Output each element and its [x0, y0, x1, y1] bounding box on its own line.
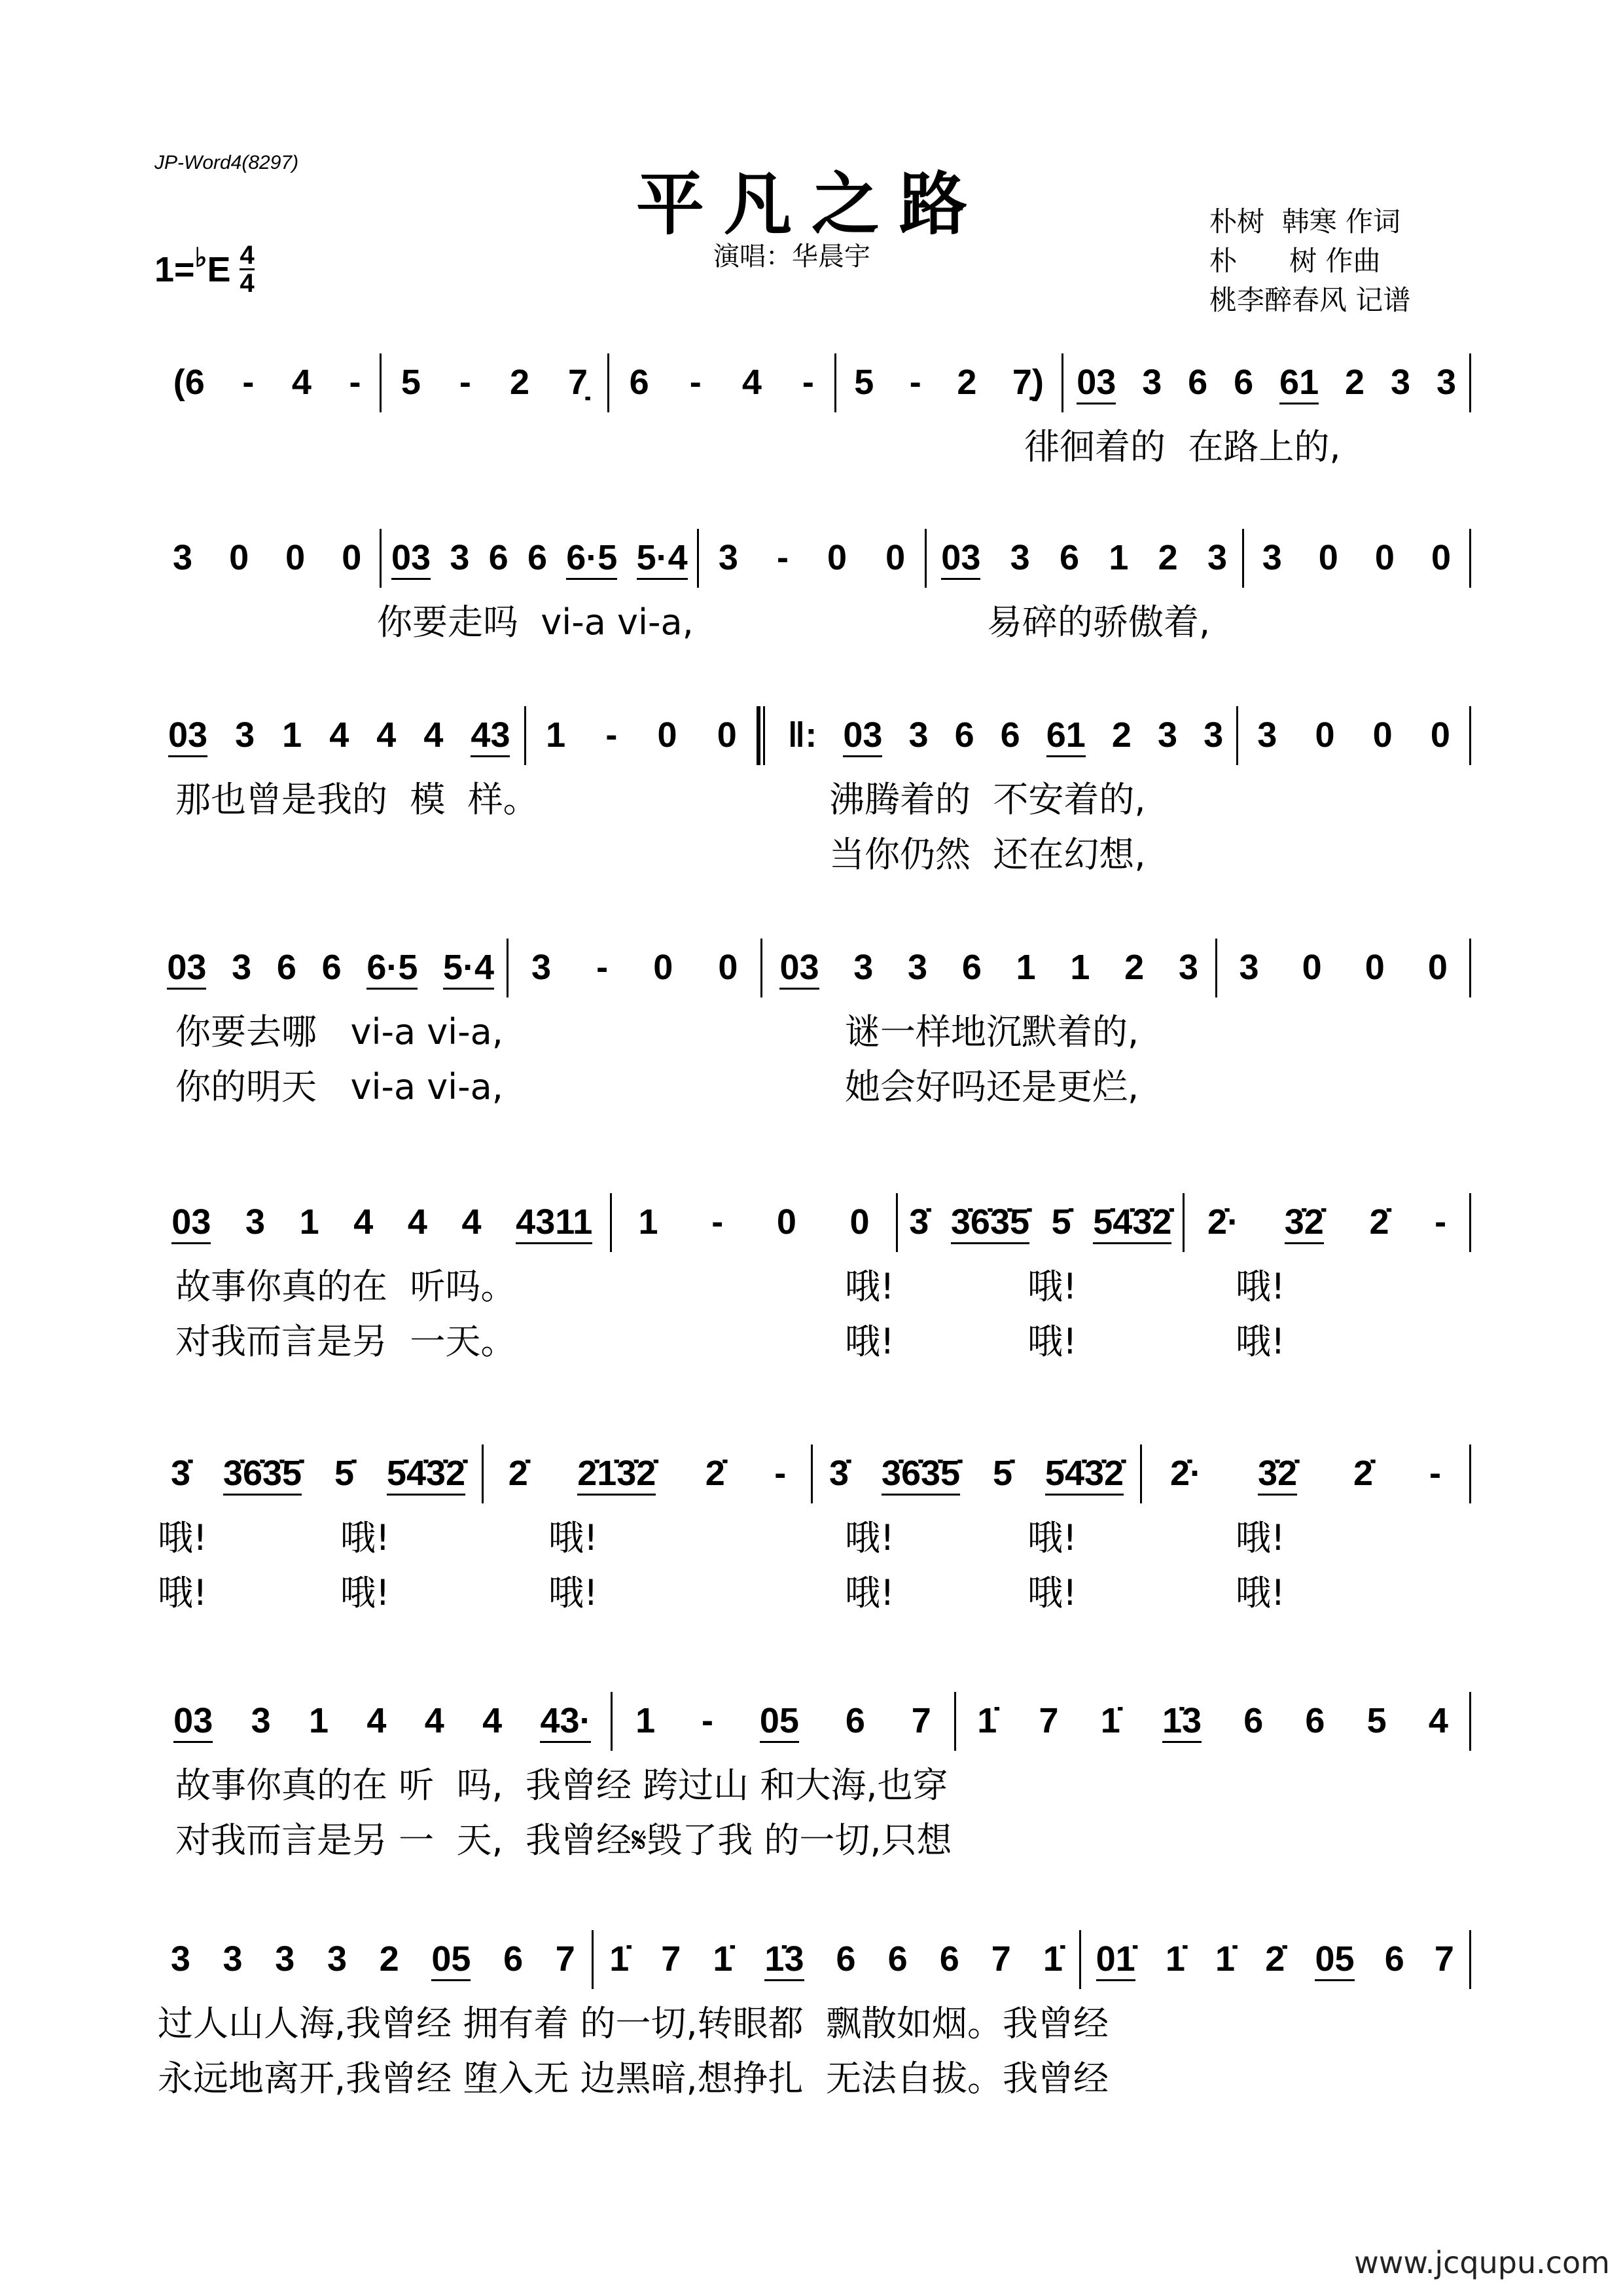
- note: 03: [171, 1202, 211, 1244]
- note: 3: [908, 715, 929, 755]
- measure: [699, 529, 926, 588]
- note: 1: [282, 715, 302, 755]
- note: 2̇1̇3̇2̇: [577, 1453, 656, 1496]
- note: 6: [845, 1700, 865, 1740]
- score-system: [154, 1692, 1471, 1751]
- note: 0: [885, 537, 906, 577]
- note: 6: [527, 537, 548, 577]
- lyric-line-1: 过人山人海,我曾经 拥有着 的一切,转眼都 飘散如烟。我曾经: [158, 2003, 1109, 2044]
- measure: [1142, 1444, 1471, 1503]
- measure: [154, 353, 382, 412]
- note: 3: [170, 1939, 190, 1979]
- note: 2̇·: [1169, 1453, 1202, 1493]
- note: 3̇6̇3̇5̇: [223, 1453, 302, 1496]
- measure: [154, 529, 382, 588]
- lyric-line-2: 哦!: [845, 1321, 895, 1362]
- note: 1̇3: [1162, 1700, 1202, 1743]
- measure: [612, 1193, 899, 1252]
- key-note: E: [207, 249, 231, 289]
- note: 03: [168, 715, 207, 757]
- note: -: [711, 1202, 724, 1242]
- measure: [154, 706, 526, 765]
- note: 4: [366, 1700, 387, 1740]
- note: 4: [376, 715, 397, 755]
- time-bottom: 4: [240, 269, 255, 298]
- note: 0: [1302, 947, 1322, 987]
- note: 0: [849, 1202, 870, 1242]
- note: 3̇: [170, 1453, 190, 1493]
- measure: [484, 1444, 813, 1503]
- note: 3: [908, 947, 928, 987]
- note: 6: [488, 537, 508, 577]
- note: 3̇: [829, 1453, 849, 1493]
- note: 61: [1279, 362, 1319, 404]
- note: 0: [1431, 537, 1451, 577]
- note: 4: [741, 362, 762, 402]
- note: 3: [1239, 947, 1259, 987]
- measure: [508, 939, 762, 997]
- note: -: [689, 362, 702, 402]
- note: 5·4: [443, 947, 494, 990]
- note: -: [802, 362, 814, 402]
- score-system: [154, 529, 1471, 588]
- note: 0: [1364, 947, 1385, 987]
- note: 5: [1366, 1700, 1387, 1740]
- note: 5·4: [637, 537, 688, 580]
- note: 3: [245, 1202, 266, 1242]
- note: 3: [1204, 715, 1224, 755]
- measure: [1063, 353, 1471, 412]
- note: (6: [173, 362, 205, 402]
- note: 3: [1010, 537, 1030, 577]
- note: 3̇6̇3̇5̇: [882, 1453, 960, 1496]
- note: 1: [299, 1202, 319, 1242]
- score-system: [154, 939, 1471, 997]
- lyric-line-1: 哦!: [845, 1266, 895, 1307]
- note: 5̇: [1051, 1202, 1071, 1242]
- note: 0: [229, 537, 249, 577]
- key-label: 1=: [154, 249, 195, 289]
- measure: [609, 353, 836, 412]
- note: 5: [401, 362, 421, 402]
- note: 2: [1158, 537, 1178, 577]
- measure: [154, 1692, 613, 1751]
- measure: [154, 1193, 612, 1252]
- note: -: [349, 362, 361, 402]
- lyric-line-1: 你要去哪 vi-a vi-a,: [175, 1011, 503, 1052]
- note: 2: [957, 362, 977, 402]
- note: 03: [941, 537, 980, 580]
- lyric-line-2: 当你仍然 还在幻想,: [829, 834, 1146, 875]
- note: 61: [1046, 715, 1086, 757]
- lyric-line-2: 哦!: [1236, 1321, 1285, 1362]
- note: 05: [760, 1700, 799, 1743]
- note: 3: [853, 947, 874, 987]
- measure: [154, 939, 508, 997]
- measure: [1238, 706, 1471, 765]
- note: 0: [827, 537, 847, 577]
- note: 5̇4̇3̇2̇: [387, 1453, 465, 1496]
- note: 3: [327, 1939, 347, 1979]
- measure: [813, 1444, 1142, 1503]
- note: 3: [718, 537, 738, 577]
- measure: [1217, 939, 1471, 997]
- note: 0: [1374, 537, 1395, 577]
- lyric-line-2: 对我而言是另 一天。: [175, 1321, 516, 1362]
- note: 7: [991, 1939, 1011, 1979]
- note: 3: [1207, 537, 1228, 577]
- lyric-line-1: 哦!: [340, 1517, 390, 1558]
- note: 0: [1318, 537, 1338, 577]
- song-title: 平凡之路: [635, 164, 987, 244]
- note: -: [702, 1700, 714, 1740]
- note: 4: [424, 1700, 444, 1740]
- score-system: [154, 353, 1471, 412]
- note: 3: [251, 1700, 271, 1740]
- score-system: [154, 1444, 1471, 1503]
- note: 3: [1390, 362, 1411, 402]
- note: 1̇3: [764, 1939, 804, 1981]
- lyric-line-2: 对我而言是另 一 天, 我曾经𝄋毁了我 的一切,只想: [175, 1820, 952, 1861]
- note: 4: [291, 362, 312, 402]
- note: 1̇: [1165, 1939, 1185, 1979]
- score-system: [154, 706, 1471, 765]
- watermark: www.jcqupu.com: [1354, 2245, 1610, 2280]
- lyric-line-2: 哦!: [158, 1572, 207, 1613]
- lyric-line-1: 哦!: [1027, 1266, 1077, 1307]
- note: 1: [638, 1202, 658, 1242]
- flat-icon: ♭: [194, 243, 207, 272]
- note: 0: [1430, 715, 1450, 755]
- note: 6: [887, 1939, 908, 1979]
- lyric-line-1: 易碎的骄傲着,: [987, 601, 1211, 643]
- note: 1̇: [1043, 1939, 1063, 1979]
- lyric-line-2: 哦!: [548, 1572, 598, 1613]
- note: 0: [717, 715, 737, 755]
- note: 6: [629, 362, 649, 402]
- lyric-line-1: 故事你真的在 听 吗, 我曾经 跨过山 和大海,也穿: [175, 1765, 948, 1806]
- note: 05: [1315, 1939, 1354, 1981]
- note: 1: [1016, 947, 1036, 987]
- transcriber-credit: 桃李醉春风 记谱: [1209, 284, 1411, 316]
- note: -: [909, 362, 921, 402]
- score-system: [154, 1930, 1471, 1989]
- note: -: [774, 1453, 787, 1493]
- note: 6: [1059, 537, 1080, 577]
- note: 03: [167, 947, 206, 990]
- note: 03: [173, 1700, 213, 1743]
- note: 3: [173, 537, 193, 577]
- measure: [382, 529, 699, 588]
- note: -: [776, 537, 789, 577]
- measure: [613, 1692, 957, 1751]
- note: 2: [1111, 715, 1132, 755]
- note: 6: [1384, 1939, 1404, 1979]
- note: 7: [911, 1700, 931, 1740]
- note: 6: [321, 947, 342, 987]
- measure: [154, 1930, 594, 1989]
- note: 03: [843, 715, 882, 757]
- note: 0: [1372, 715, 1393, 755]
- note: 4: [407, 1202, 427, 1242]
- note: 3̇2̇: [1258, 1453, 1297, 1496]
- note: 4: [1428, 1700, 1448, 1740]
- lyric-line-1: 你要走吗 vi-a vi-a,: [377, 601, 694, 643]
- lyric-line-2: 永远地离开,我曾经 堕入无 边黑暗,想挣扎 无法自拔。我曾经: [158, 2058, 1109, 2099]
- note: 2̇: [1265, 1939, 1285, 1979]
- note: -: [459, 362, 471, 402]
- note: 1: [635, 1700, 656, 1740]
- lyric-line-2: 哦!: [340, 1572, 390, 1613]
- note: 7: [1434, 1939, 1454, 1979]
- note: 3: [1157, 715, 1178, 755]
- lyric-line-1: 哦!: [158, 1517, 207, 1558]
- lyric-line-2: 你的明天 vi-a vi-a,: [175, 1066, 503, 1107]
- note: 2̇: [508, 1453, 528, 1493]
- software-label: JP-Word4(8297): [154, 152, 299, 173]
- note: 1̇: [977, 1700, 997, 1740]
- note: 6: [1188, 362, 1208, 402]
- note: 7̣: [568, 362, 588, 402]
- note: 4: [423, 715, 444, 755]
- lyric-line-2: 哦!: [845, 1572, 895, 1613]
- note: 03: [779, 947, 819, 990]
- note: 7: [1039, 1700, 1059, 1740]
- note: 0: [1315, 715, 1335, 755]
- note: 2̇: [705, 1453, 725, 1493]
- note: 0: [653, 947, 673, 987]
- measure: [898, 1193, 1185, 1252]
- score-system: [154, 1193, 1471, 1252]
- time-top: 4: [240, 241, 255, 270]
- note: 2̇: [1369, 1202, 1389, 1242]
- note: 1: [308, 1700, 329, 1740]
- note: 6: [836, 1939, 856, 1979]
- composer-credit: 朴 树 作曲: [1209, 245, 1381, 277]
- note: 5̇: [334, 1453, 354, 1493]
- note: 1: [1070, 947, 1090, 987]
- note: 3: [1257, 715, 1277, 755]
- lyric-line-1: 哦!: [1236, 1266, 1285, 1307]
- note: 4: [329, 715, 349, 755]
- note: -: [1429, 1453, 1442, 1493]
- note: 1̇: [1100, 1700, 1120, 1740]
- measure: [758, 706, 1238, 765]
- key-signature: [154, 242, 255, 296]
- note: 5̇4̇3̇2̇: [1045, 1453, 1124, 1496]
- lyric-line-2: 哦!: [1027, 1321, 1077, 1362]
- lyric-line-1: 谜一样地沉默着的,: [845, 1011, 1139, 1052]
- note: 3: [450, 537, 470, 577]
- note: 3: [1262, 537, 1282, 577]
- note: 1̇: [609, 1939, 630, 1979]
- note: 4: [353, 1202, 374, 1242]
- note: 6: [939, 1939, 959, 1979]
- note: 7: [661, 1939, 681, 1979]
- note: 03: [1077, 362, 1116, 404]
- lyric-line-1: 哦!: [1027, 1517, 1077, 1558]
- note: 03: [391, 537, 431, 580]
- note: 3: [1142, 362, 1162, 402]
- lyric-line-2: 哦!: [1027, 1572, 1077, 1613]
- note: 7̣): [1012, 362, 1044, 402]
- note: 3: [275, 1939, 295, 1979]
- note: 5̇: [992, 1453, 1012, 1493]
- note: 4: [461, 1202, 482, 1242]
- note: 0: [718, 947, 738, 987]
- note: -: [605, 715, 618, 755]
- measure: [1185, 1193, 1471, 1252]
- note: 6: [1243, 1700, 1264, 1740]
- note: 1: [546, 715, 566, 755]
- note: 01̇: [1096, 1939, 1135, 1981]
- note: 43: [471, 715, 510, 757]
- measure: [154, 1444, 484, 1503]
- measure: [927, 529, 1244, 588]
- note: 2: [1124, 947, 1145, 987]
- singer-credit: 演唱：华晨宇: [713, 242, 870, 272]
- note: 2̇·: [1207, 1202, 1240, 1242]
- note: 3̇2̇: [1285, 1202, 1324, 1244]
- note: ‖:: [787, 715, 817, 755]
- note: 3: [223, 1939, 243, 1979]
- measure: [382, 353, 609, 412]
- note: 3: [531, 947, 552, 987]
- note: 1̇: [1215, 1939, 1236, 1979]
- measure: [956, 1692, 1471, 1751]
- note: 6·5: [566, 537, 617, 580]
- note: 05: [431, 1939, 471, 1981]
- note: 1̇: [713, 1939, 733, 1979]
- measure: [526, 706, 759, 765]
- note: 3̇6̇3̇5̇: [951, 1202, 1029, 1244]
- note: 4: [482, 1700, 503, 1740]
- note: 0: [1427, 947, 1448, 987]
- note: 0: [342, 537, 362, 577]
- lyric-line-2: 哦!: [1236, 1572, 1285, 1613]
- note: -: [242, 362, 255, 402]
- lyric-line-1: 沸腾着的 不安着的,: [829, 779, 1146, 820]
- note: 3: [235, 715, 255, 755]
- note: 6: [276, 947, 296, 987]
- measure: [1081, 1930, 1471, 1989]
- note: 3: [232, 947, 252, 987]
- note: 43·: [540, 1700, 591, 1743]
- note: 6: [503, 1939, 524, 1979]
- note: 1: [1109, 537, 1129, 577]
- measure: [762, 939, 1217, 997]
- lyric-line-1: 那也曾是我的 模 样。: [175, 779, 539, 820]
- note: 5: [854, 362, 874, 402]
- lyric-line-1: 哦!: [1236, 1517, 1285, 1558]
- measure: [836, 353, 1063, 412]
- note: 4311: [516, 1202, 592, 1244]
- note: 6·5: [366, 947, 418, 990]
- note: 0: [776, 1202, 796, 1242]
- note: 6: [1234, 362, 1254, 402]
- note: 6: [1305, 1700, 1325, 1740]
- note: -: [596, 947, 609, 987]
- note: 3: [1436, 362, 1456, 402]
- lyric-line-1: 哦!: [845, 1517, 895, 1558]
- measure: [1244, 529, 1471, 588]
- note: 2: [1345, 362, 1365, 402]
- time-signature: [240, 242, 254, 296]
- note: -: [1435, 1202, 1447, 1242]
- note: 5̇4̇3̇2̇: [1093, 1202, 1171, 1244]
- note: 2: [509, 362, 529, 402]
- note: 3: [1178, 947, 1198, 987]
- note: 2̇: [1353, 1453, 1374, 1493]
- note: 6: [1000, 715, 1020, 755]
- lyric-line-1: 哦!: [548, 1517, 598, 1558]
- measure: [594, 1930, 1081, 1989]
- note: 0: [285, 537, 306, 577]
- lyricist-credit: 朴树 韩寒 作词: [1209, 206, 1401, 238]
- lyric-line-1: 故事你真的在 听吗。: [175, 1266, 516, 1307]
- lyric-line-2: 她会好吗还是更烂,: [845, 1066, 1139, 1107]
- note: 7: [555, 1939, 575, 1979]
- note: 6: [954, 715, 974, 755]
- note: 0: [657, 715, 677, 755]
- note: 2: [379, 1939, 399, 1979]
- note: 3̇: [909, 1202, 929, 1242]
- lyric-line-1: 徘徊着的 在路上的,: [1024, 426, 1341, 467]
- note: 6: [961, 947, 982, 987]
